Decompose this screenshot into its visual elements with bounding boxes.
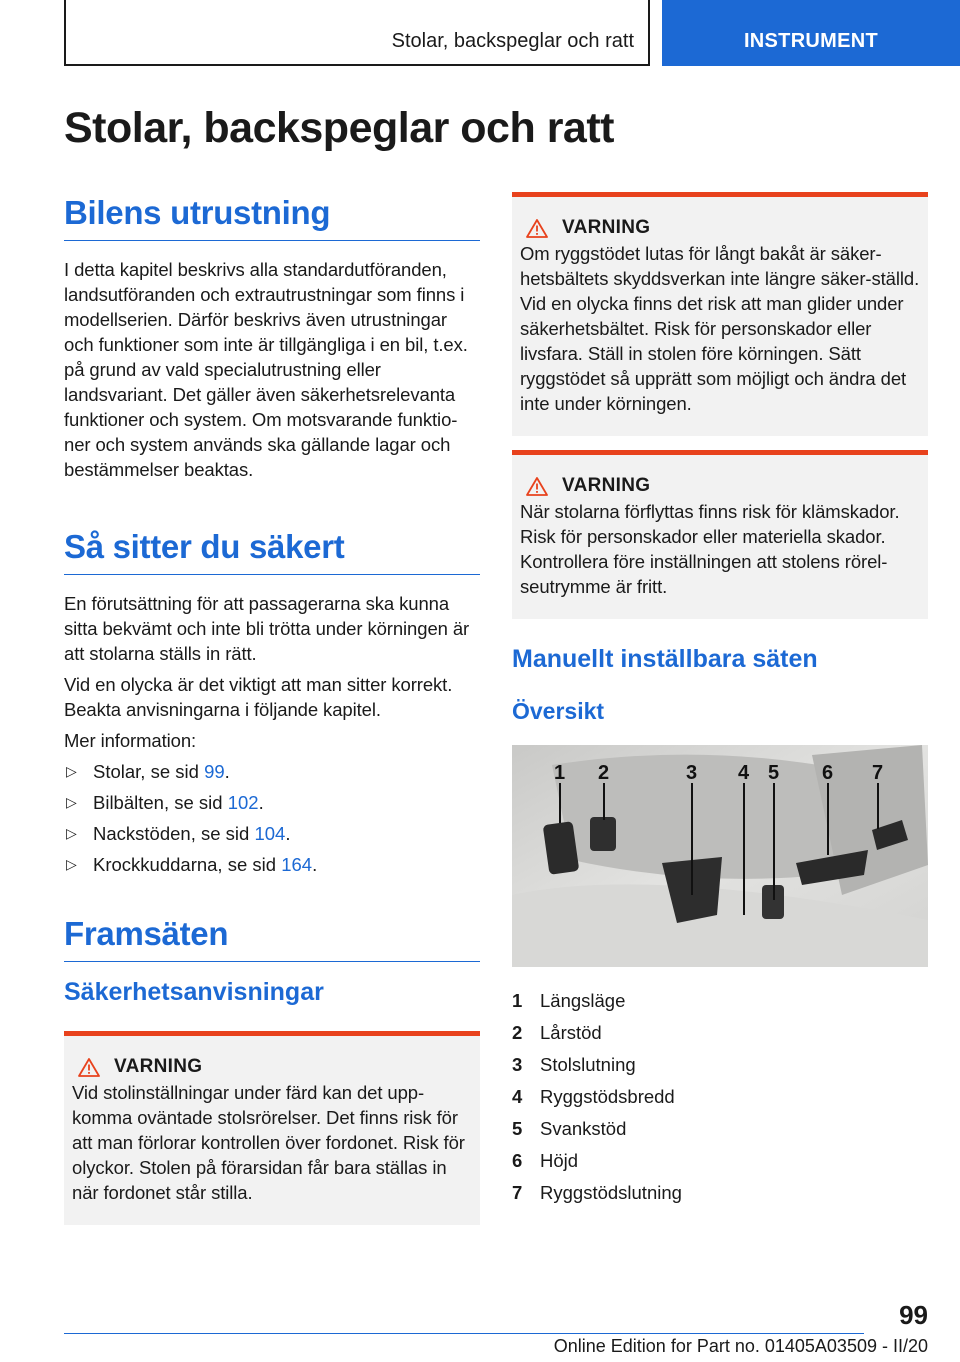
legend-item: 6 Höjd [512, 1150, 579, 1171]
sitting-p2: Vid en olycka är det viktigt att man sitter korrekt. Beakta anvisningarna i följande kapitel. [64, 674, 453, 720]
sitting-p3: Mer information: [64, 730, 197, 751]
warning-triangle-icon [78, 1058, 100, 1077]
heading-front-seats: Framsäten [64, 909, 480, 962]
reference-item: ▷ Bilbälten, se sid 102. [66, 792, 264, 813]
figure-label: 1 [554, 762, 566, 784]
heading-sitting: Så sitter du säkert [64, 522, 480, 575]
footer-divider [64, 1333, 864, 1334]
triangle-bullet-icon: ▷ [66, 825, 77, 841]
heading-equipment: Bilens utrustning [64, 188, 480, 241]
equipment-text: I detta kapitel beskrivs alla standardutföranden, landsutföranden och extrautrustningar som finns i modellserien. Därför beskrivs även utrustningar och funktioner som inte är tillgängliga i en bil, t.ex. på grund av vald specialutrustning eller landsvariant. Det gäller även säkerhetsrelevanta funktioner och system. Om motsvarande funktio-ner och system används ska gällande lagar och bestämmelser beaktas. [64, 259, 468, 480]
legend-item: 1 Längsläge [512, 990, 626, 1011]
page-link[interactable]: 102 [227, 792, 259, 813]
reference-item: ▷ Nackstöden, se sid 104. [66, 823, 291, 844]
warning-box [64, 1031, 480, 1225]
warning-box [512, 450, 928, 619]
warning-text: När stolarna förflyttas finns risk för klämskador. Risk för personskador eller materiella skador. Kontrollera före inställningen att stolens rörel-seutrymme är fritt. [520, 501, 900, 597]
footer-edition: Online Edition for Part no. 01405A03509 - II/20 [553, 1336, 928, 1356]
warning-text: Vid stolinställningar under färd kan det upp-komma oväntade stolsrörelser. Det finns risk för att man förlorar kontrollen över fordonet. Risk för olyckor. Stolen på förarsidan får bara ställas in när fordonet står stilla. [72, 1082, 465, 1203]
page-link[interactable]: 99 [204, 761, 225, 782]
chapter-tab-label: INSTRUMENT [743, 30, 879, 52]
reference-list [64, 759, 480, 877]
page-link[interactable]: 104 [254, 823, 286, 844]
warning-label: VARNING [562, 217, 651, 238]
warning-label: VARNING [114, 1056, 203, 1077]
heading-safety: Säkerhetsanvisningar [64, 978, 324, 1006]
figure-label: 3 [686, 762, 698, 784]
triangle-bullet-icon: ▷ [66, 763, 77, 779]
warning-box [512, 192, 928, 436]
chapter-tab[interactable] [662, 0, 960, 66]
legend-item: 3 Stolslutning [512, 1054, 636, 1075]
reference-item: ▷ Krockkuddarna, se sid 164. [66, 854, 318, 875]
warning-label: VARNING [562, 475, 651, 496]
reference-item: ▷ Stolar, se sid 99. [66, 761, 230, 782]
warning-text: Om ryggstödet lutas för långt bakåt är säker-hetsbältets skyddsverkan inte längre säker-ställd. Vid en olycka finns det risk att man glider under säkerhetsbältet. Risk för personskador eller livsfara. Ställ in stolen före körningen. Sätt ryggstödet så upprätt som möjligt och ändra det inte under körningen. [520, 243, 920, 414]
heading-manual-seats: Manuellt inställbara säten [512, 645, 818, 673]
page-title: Stolar, backspeglar och ratt [64, 104, 614, 152]
page-number: 99 [899, 1300, 928, 1330]
figure-label: 6 [822, 762, 834, 784]
triangle-bullet-icon: ▷ [66, 856, 77, 872]
triangle-bullet-icon: ▷ [66, 794, 77, 810]
warning-triangle-icon [526, 219, 548, 238]
warning-triangle-icon [526, 477, 548, 496]
figure-label: 7 [872, 762, 884, 784]
figure-label: 2 [598, 762, 610, 784]
legend-list [512, 985, 928, 1209]
header-section-title: Stolar, backspeglar och ratt [391, 30, 634, 52]
legend-item: 4 Ryggstödsbredd [512, 1086, 675, 1107]
left-column [64, 188, 480, 1225]
figure-label: 4 [738, 762, 750, 784]
heading-overview: Översikt [512, 698, 605, 724]
header-section-box [64, 0, 650, 66]
seat-controls-figure [512, 745, 928, 967]
figure-label: 5 [768, 762, 780, 784]
legend-item: 5 Svankstöd [512, 1118, 627, 1139]
right-column [512, 192, 928, 1209]
sitting-p1: En förutsättning för att passagerarna ska kunna sitta bekvämt och inte bli trötta under körningen är att stolarna ställs in rätt. [64, 593, 470, 664]
legend-item: 2 Lårstöd [512, 1022, 602, 1043]
page-link[interactable]: 164 [281, 854, 313, 875]
legend-item: 7 Ryggstödslutning [512, 1182, 682, 1203]
